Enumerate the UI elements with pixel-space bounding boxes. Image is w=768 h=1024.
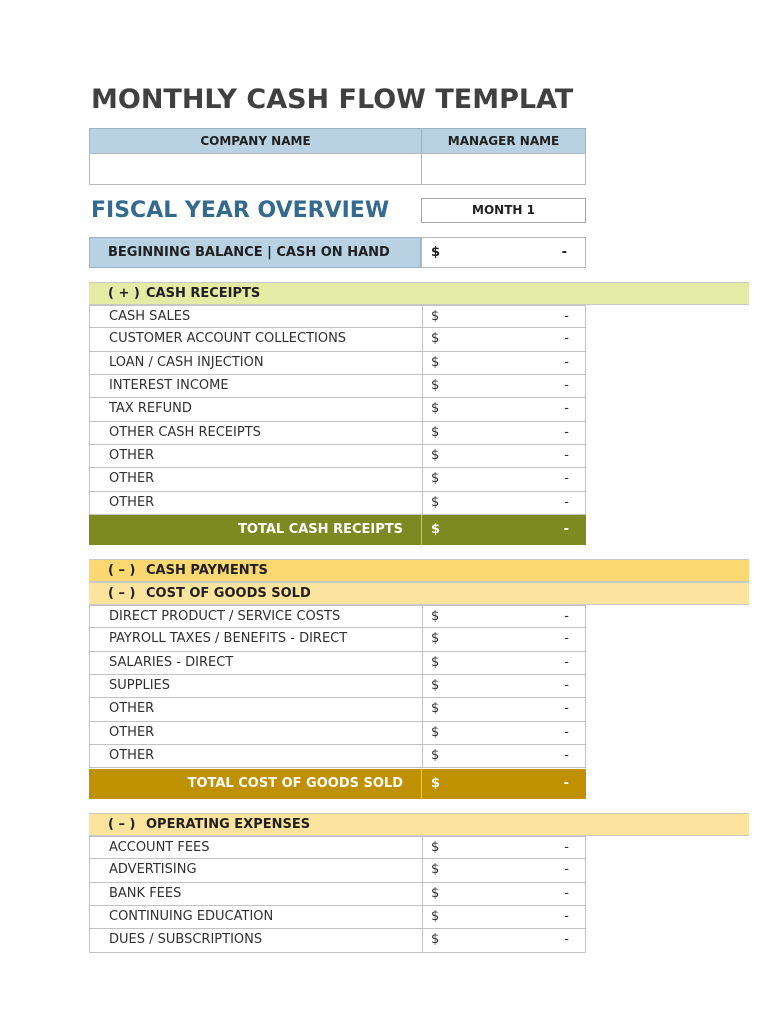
item-label: ADVERTISING bbox=[109, 862, 197, 878]
item-label: SALARIES - DIRECT bbox=[109, 654, 234, 670]
item-label: OTHER bbox=[109, 448, 155, 464]
item-value[interactable] bbox=[422, 306, 587, 328]
currency-symbol: $ bbox=[431, 654, 440, 670]
beginning-balance-value[interactable] bbox=[421, 237, 586, 268]
item-label: OTHER bbox=[109, 471, 155, 487]
item-value[interactable] bbox=[422, 468, 587, 490]
operating-expenses-header bbox=[89, 813, 749, 836]
company-name-header: COMPANY NAME bbox=[89, 128, 422, 154]
amount: - bbox=[563, 522, 569, 537]
item-label: PAYROLL TAXES / BENEFITS - DIRECT bbox=[109, 631, 348, 647]
total-label: TOTAL COST OF GOODS SOLD bbox=[187, 776, 403, 791]
currency-symbol: $ bbox=[431, 678, 440, 694]
total-value[interactable] bbox=[421, 515, 587, 545]
amount: - bbox=[564, 448, 569, 464]
total-value[interactable] bbox=[421, 769, 587, 799]
currency-symbol: $ bbox=[431, 748, 440, 764]
currency-symbol: $ bbox=[431, 309, 440, 324]
list-item bbox=[89, 722, 586, 745]
list-item bbox=[89, 836, 586, 859]
section-label: CASH RECEIPTS bbox=[146, 286, 261, 301]
total-cash-receipts-row bbox=[89, 515, 586, 545]
item-label: OTHER bbox=[109, 701, 155, 717]
item-value[interactable] bbox=[422, 906, 587, 928]
list-item bbox=[89, 605, 586, 628]
cogs-header bbox=[89, 582, 749, 605]
item-value[interactable] bbox=[422, 722, 587, 744]
list-item bbox=[89, 652, 586, 675]
section-sign: ( – ) bbox=[108, 586, 136, 601]
currency-symbol: $ bbox=[431, 471, 440, 487]
amount: - bbox=[564, 840, 569, 855]
item-label: OTHER bbox=[109, 494, 155, 510]
amount: - bbox=[564, 748, 569, 764]
item-label: ACCOUNT FEES bbox=[109, 840, 210, 855]
item-label: SUPPLIES bbox=[109, 678, 170, 694]
amount: - bbox=[564, 609, 569, 624]
item-label: OTHER bbox=[109, 748, 155, 764]
list-item bbox=[89, 628, 586, 651]
item-label: CONTINUING EDUCATION bbox=[109, 909, 274, 925]
currency-symbol: $ bbox=[431, 776, 441, 791]
item-label: DUES / SUBSCRIPTIONS bbox=[109, 932, 263, 948]
currency-symbol: $ bbox=[431, 862, 440, 878]
currency-symbol: $ bbox=[431, 424, 440, 440]
currency-symbol: $ bbox=[431, 840, 440, 855]
manager-name-header: MANAGER NAME bbox=[421, 128, 586, 154]
currency-symbol: $ bbox=[431, 631, 440, 647]
amount: - bbox=[564, 309, 569, 324]
amount: - bbox=[564, 654, 569, 670]
currency-symbol: $ bbox=[431, 522, 441, 537]
amount: - bbox=[564, 494, 569, 510]
amount: - bbox=[564, 331, 569, 347]
item-value[interactable] bbox=[422, 606, 587, 628]
list-item bbox=[89, 375, 586, 398]
item-label: CASH SALES bbox=[109, 309, 191, 324]
manager-name-input[interactable] bbox=[421, 153, 586, 185]
amount: - bbox=[564, 701, 569, 717]
amount: - bbox=[561, 245, 567, 260]
list-item bbox=[89, 859, 586, 882]
page-title: MONTHLY CASH FLOW TEMPLAT bbox=[91, 84, 574, 115]
list-item bbox=[89, 398, 586, 421]
item-label: BANK FEES bbox=[109, 885, 182, 901]
currency-symbol: $ bbox=[431, 724, 440, 740]
item-value[interactable] bbox=[422, 859, 587, 881]
item-value[interactable] bbox=[422, 328, 587, 350]
currency-symbol: $ bbox=[431, 494, 440, 510]
amount: - bbox=[564, 471, 569, 487]
section-sign: ( – ) bbox=[108, 563, 136, 578]
item-value[interactable] bbox=[422, 375, 587, 397]
amount: - bbox=[564, 401, 569, 417]
item-value[interactable] bbox=[422, 675, 587, 697]
amount: - bbox=[564, 862, 569, 878]
beginning-balance-label: BEGINNING BALANCE | CASH ON HAND bbox=[89, 237, 421, 268]
list-item bbox=[89, 492, 586, 515]
list-item bbox=[89, 883, 586, 906]
item-label: OTHER CASH RECEIPTS bbox=[109, 424, 261, 440]
currency-symbol: $ bbox=[431, 448, 440, 464]
list-item bbox=[89, 745, 586, 768]
section-label: CASH PAYMENTS bbox=[146, 563, 268, 578]
amount: - bbox=[564, 631, 569, 647]
currency-symbol: $ bbox=[431, 701, 440, 717]
amount: - bbox=[564, 678, 569, 694]
amount: - bbox=[564, 424, 569, 440]
list-item bbox=[89, 352, 586, 375]
currency-symbol: $ bbox=[431, 378, 440, 394]
total-cogs-row bbox=[89, 769, 586, 799]
item-label: CUSTOMER ACCOUNT COLLECTIONS bbox=[109, 331, 347, 347]
item-label: OTHER bbox=[109, 724, 155, 740]
item-value[interactable] bbox=[422, 492, 587, 514]
amount: - bbox=[564, 932, 569, 948]
list-item bbox=[89, 929, 586, 952]
item-value[interactable] bbox=[422, 398, 587, 420]
item-value[interactable] bbox=[422, 883, 587, 905]
item-value[interactable] bbox=[422, 652, 587, 674]
section-sign: ( + ) bbox=[108, 286, 140, 301]
fiscal-year-title: FISCAL YEAR OVERVIEW bbox=[91, 198, 390, 223]
cash-payments-header bbox=[89, 559, 749, 582]
list-item bbox=[89, 422, 586, 445]
item-label: INTEREST INCOME bbox=[109, 378, 229, 394]
list-item bbox=[89, 305, 586, 328]
cash-receipts-header bbox=[89, 282, 749, 305]
section-label: OPERATING EXPENSES bbox=[146, 817, 311, 832]
item-value[interactable] bbox=[422, 837, 587, 859]
currency-symbol: $ bbox=[431, 609, 440, 624]
currency-symbol: $ bbox=[431, 885, 440, 901]
currency-symbol: $ bbox=[431, 932, 440, 948]
list-item bbox=[89, 328, 586, 351]
item-value[interactable] bbox=[422, 352, 587, 374]
amount: - bbox=[564, 724, 569, 740]
list-item bbox=[89, 906, 586, 929]
item-value[interactable] bbox=[422, 422, 587, 444]
amount: - bbox=[564, 378, 569, 394]
section-sign: ( – ) bbox=[108, 817, 136, 832]
item-label: TAX REFUND bbox=[109, 401, 192, 417]
amount: - bbox=[564, 885, 569, 901]
amount: - bbox=[563, 776, 569, 791]
month-label: MONTH 1 bbox=[421, 198, 586, 223]
currency-symbol: $ bbox=[431, 401, 440, 417]
amount: - bbox=[564, 909, 569, 925]
list-item bbox=[89, 445, 586, 468]
currency-symbol: $ bbox=[431, 245, 441, 260]
currency-symbol: $ bbox=[431, 354, 440, 370]
currency-symbol: $ bbox=[431, 909, 440, 925]
section-label: COST OF GOODS SOLD bbox=[146, 586, 311, 601]
item-value[interactable] bbox=[422, 929, 587, 951]
currency-symbol: $ bbox=[431, 331, 440, 347]
list-item bbox=[89, 468, 586, 491]
total-label: TOTAL CASH RECEIPTS bbox=[238, 522, 403, 537]
item-value[interactable] bbox=[422, 628, 587, 650]
item-value[interactable] bbox=[422, 445, 587, 467]
amount: - bbox=[564, 354, 569, 370]
item-label: LOAN / CASH INJECTION bbox=[109, 354, 264, 370]
list-item bbox=[89, 698, 586, 721]
list-item bbox=[89, 675, 586, 698]
item-label: DIRECT PRODUCT / SERVICE COSTS bbox=[109, 609, 341, 624]
company-name-input[interactable] bbox=[89, 153, 422, 185]
item-value[interactable] bbox=[422, 698, 587, 720]
item-value[interactable] bbox=[422, 745, 587, 767]
